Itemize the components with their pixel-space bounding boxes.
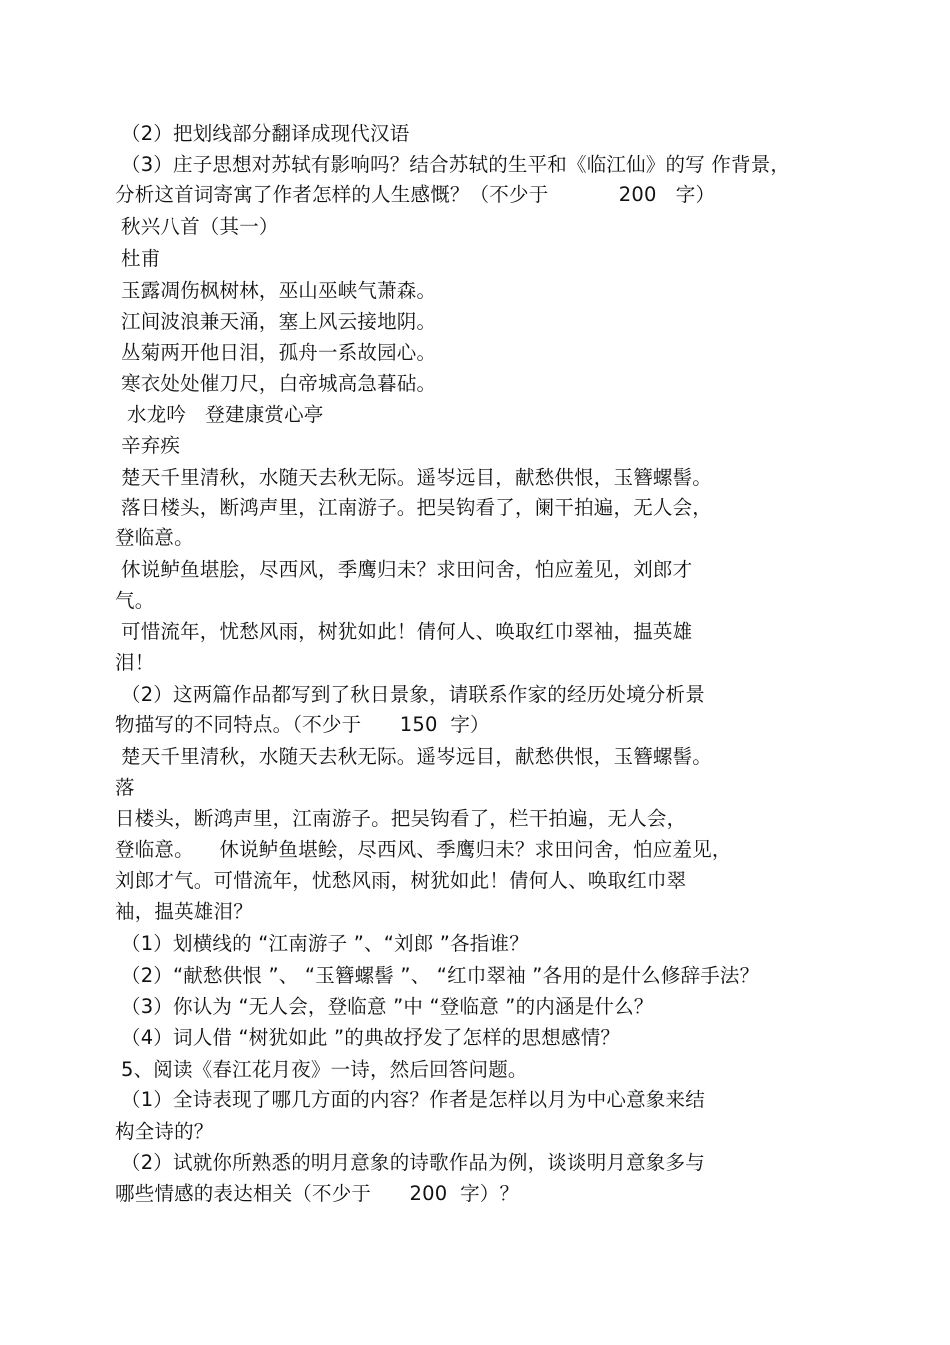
text-line: 辛弃疾 bbox=[121, 434, 181, 457]
text-line: 水龙吟 登建康赏心亭 bbox=[127, 403, 324, 426]
text-line: 休说鲈鱼堪脍，尽西风，季鹰归未？求田问舍，怕应羞见，刘郎才 bbox=[121, 558, 693, 581]
text-line: （3）你认为 “无人会，登临意 ”中 “登临意 ”的内涵是什么？ bbox=[121, 995, 654, 1018]
text-line: 登临意。 bbox=[115, 526, 194, 549]
text-line: 袖，揾英雄泪？ bbox=[115, 900, 253, 923]
text-line: （2）试就你所熟悉的明月意象的诗歌作品为例，谈谈明月意象多与 bbox=[121, 1151, 705, 1174]
text-line: 日楼头，断鸿声里，江南游子。把吴钩看了，栏干拍遍，无人会， bbox=[115, 807, 687, 830]
text-line: 杜甫 bbox=[121, 247, 161, 270]
text-line: （2）把划线部分翻译成现代汉语 bbox=[121, 122, 410, 145]
text-line: （2）“献愁供恨 ”、 “玉簪螺髻 ”、 “红巾翠袖 ”各用的是什么修辞手法？ bbox=[121, 964, 760, 987]
text-line: 5、阅读《春江花月夜》一诗，然后回答问题。 bbox=[121, 1058, 528, 1081]
text-line: 哪些情感的表达相关（不少于 200 字）？ bbox=[115, 1182, 520, 1205]
text-line: 丛菊两开他日泪，孤舟一系故园心。 bbox=[121, 341, 437, 364]
text-line: 玉露凋伤枫树林，巫山巫峡气萧森。 bbox=[121, 279, 437, 302]
text-line: 气。 bbox=[115, 589, 155, 612]
text-line: 楚天千里清秋，水随天去秋无际。遥岑远目，献愁供恨，玉簪螺髻。 bbox=[121, 466, 713, 489]
text-line: 登临意。 休说鲈鱼堪鲙，尽西风、季鹰归未？求田问舍，怕应羞见， bbox=[115, 838, 732, 861]
text-line: 泪！ bbox=[115, 651, 155, 674]
text-line: （4）词人借 “树犹如此 ”的典故抒发了怎样的思想感情？ bbox=[121, 1026, 621, 1049]
text-line: （1）全诗表现了哪几方面的内容？作者是怎样以月为中心意象来结 bbox=[121, 1088, 705, 1111]
text-line: 可惜流年，忧愁风雨，树犹如此！倩何人、唤取红巾翠袖，揾英雄 bbox=[121, 620, 693, 643]
text-line: 分析这首词寄寓了作者怎样的人生感慨？（不少于 200 字） bbox=[115, 183, 716, 206]
text-line: （1）划横线的 “江南游子 ”、“刘郎 ”各指谁？ bbox=[121, 932, 529, 955]
text-line: （3）庄子思想对苏轼有影响吗？结合苏轼的生平和《临江仙》的写 作背景， bbox=[121, 153, 791, 176]
text-line: 落 bbox=[115, 776, 135, 799]
text-line: 刘郎才气。可惜流年，忧愁风雨，树犹如此！倩何人、唤取红巾翠 bbox=[115, 869, 687, 892]
text-line: （2）这两篇作品都写到了秋日景象，请联系作家的经历处境分析景 bbox=[121, 683, 705, 706]
text-line: 寒衣处处催刀尺，白帝城高急暮砧。 bbox=[121, 372, 437, 395]
text-line: 物描写的不同特点。（不少于 150 字） bbox=[115, 713, 490, 736]
text-line: 落日楼头，断鸿声里，江南游子。把吴钩看了，阑干拍遍，无人会， bbox=[121, 496, 713, 519]
text-line: 秋兴八首（其一） bbox=[121, 215, 279, 238]
text-line: 江间波浪兼天涌，塞上风云接地阴。 bbox=[121, 310, 437, 333]
text-line: 构全诗的？ bbox=[115, 1120, 214, 1143]
text-line: 楚天千里清秋，水随天去秋无际。遥岑远目，献愁供恨，玉簪螺髻。 bbox=[121, 745, 713, 768]
